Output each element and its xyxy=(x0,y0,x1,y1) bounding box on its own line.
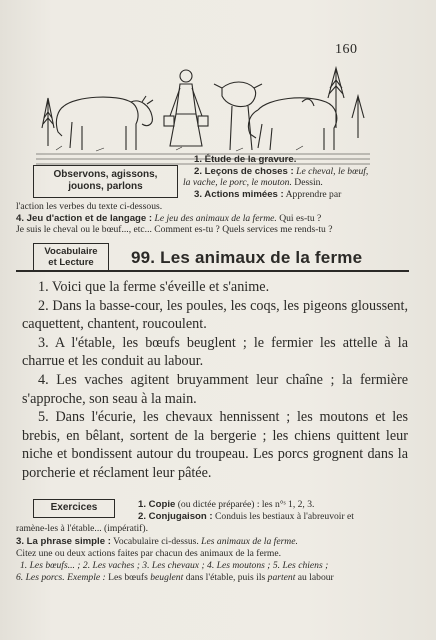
observe-item-4-lead: 4. Jeu d'action et de langage : xyxy=(16,213,153,224)
observe-item-1: 1. Étude de la gravure. xyxy=(194,154,297,165)
reading-paragraph: 4. Les vaches agitent bruyamment leur chaîne ; la fermière s'approche, son seau à la main. xyxy=(22,371,408,407)
vocabulary-section-label xyxy=(33,243,109,271)
vocab-label-line1: Vocabulaire xyxy=(44,246,98,257)
exercise-3-line4-g: au labour xyxy=(297,572,334,583)
observe-label-line1: Observons, agissons, xyxy=(53,169,158,180)
exercise-3-line2: Citez une ou deux actions faites par chacun des animaux de la ferme. xyxy=(16,548,282,559)
exercises-section-label: Exercices xyxy=(33,499,115,518)
exercise-2-line2: ramène-les à l'étable... (impératif). xyxy=(16,523,148,534)
exercise-3-line3: 1. Les bœufs... ; 2. Les vaches ; 3. Les chevaux ; 4. Les moutons ; 5. Les chiens ; xyxy=(20,560,329,571)
exercise-3-line4-b: Exemple : xyxy=(67,572,106,583)
exercise-1-lead: 1. Copie xyxy=(138,499,176,510)
observe-item-2-lead: 2. Leçons de choses : xyxy=(194,166,294,177)
observe-item-4-text: Qui es-tu ? xyxy=(279,213,322,224)
observe-item-2-text: Le cheval, le bœuf, xyxy=(296,166,369,177)
reading-text xyxy=(22,278,408,483)
exercise-2-lead: 2. Conjugaison : xyxy=(138,511,213,522)
observe-item-4-italic: Le jeu des animaux de la ferme. xyxy=(154,213,277,224)
observe-label-line2: jouons, parlons xyxy=(68,181,143,192)
exercise-1-text: (ou dictée préparée) : les n°ˢ 1, 2, 3. xyxy=(177,499,315,510)
exercise-3-italic: Les animaux de la ferme. xyxy=(201,536,298,547)
exercise-3-lead: 3. La phrase simple : xyxy=(16,536,111,547)
observe-item-4-line2: Je suis le cheval ou le bœuf..., etc... Comment es-tu ? Quels services me rends-tu ? xyxy=(16,224,333,235)
observe-item-3-lead: 3. Actions mimées : xyxy=(194,189,284,200)
farm-engraving-illustration xyxy=(36,58,370,168)
title-rule xyxy=(16,270,409,272)
observe-item-3-text: Apprendre par xyxy=(285,189,342,200)
exercise-3-text: Vocabulaire ci-dessus. xyxy=(113,536,199,547)
page-number: 160 xyxy=(335,42,358,57)
exercise-3-line4-d: beuglent xyxy=(150,572,184,583)
vocab-label-line2: et Lecture xyxy=(48,257,94,268)
observe-items xyxy=(0,154,436,234)
reading-paragraph: 5. Dans l'écurie, les chevaux hennissent ; les moutons et les brebis, en bêlant, sortent de la bergerie ; les chiens quittent leur niche et bondissent autour du troupeau. Les porcs grognent dans la porcherie et réclament leur pâtée. xyxy=(22,409,408,481)
exercise-3-line4-c: Les bœufs xyxy=(108,572,148,583)
reading-paragraph: 3. A l'étable, les bœufs beuglent ; le fermier les attelle à la charrue et les conduit au labour. xyxy=(22,334,408,370)
exercise-2-text: Conduis les bestiaux à l'abreuvoir et xyxy=(215,511,354,522)
reading-paragraph: 1. Voici que la ferme s'éveille et s'anime. xyxy=(38,279,270,295)
reading-paragraph: 2. Dans la basse-cour, les poules, les coqs, les pigeons gloussent, caquettent, chantent, roucoulent. xyxy=(22,297,408,333)
exercise-3-line4-a: 6. Les porcs. xyxy=(16,572,65,583)
exercise-3-line4-e: dans l'étable, puis ils xyxy=(185,572,266,583)
exercise-3-line4-f: partent xyxy=(267,572,296,583)
observe-item-2-line2: la vache, le porc, le mouton. xyxy=(183,177,292,188)
observe-item-2-line2-end: Dessin. xyxy=(294,177,323,188)
lesson-title: 99. Les animaux de la ferme xyxy=(131,248,363,267)
observe-item-3-line2: l'action les verbes du texte ci-dessous. xyxy=(16,201,163,212)
